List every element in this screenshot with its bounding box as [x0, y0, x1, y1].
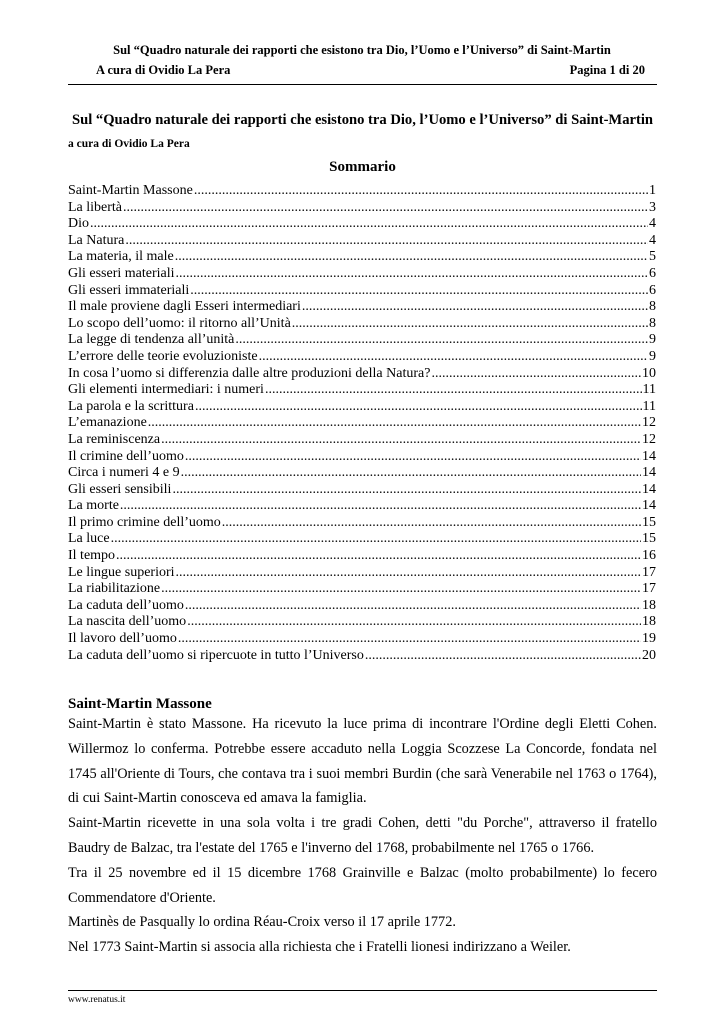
toc-entry-page: 6 — [649, 282, 656, 298]
toc-entry[interactable] — [68, 498, 656, 515]
toc-leader-dots — [265, 382, 642, 399]
toc-entry-page: 14 — [642, 498, 656, 514]
toc-entry-title: Gli esseri sensibili — [68, 481, 172, 497]
toc-leader-dots — [181, 465, 641, 482]
toc-leader-dots — [125, 233, 648, 250]
toc-entry[interactable] — [68, 565, 656, 582]
toc-entry-title: La legge di tendenza all’unità — [68, 332, 235, 348]
toc-entry-title: Gli esseri immateriali — [68, 282, 190, 298]
toc-entry-title: Il tempo — [68, 548, 116, 564]
toc-entry-title: Il primo crimine dell’uomo — [68, 514, 221, 530]
toc-entry-title: Lo scopo dell’uomo: il ritorno all’Unità — [68, 315, 291, 331]
toc-entry-page: 6 — [649, 265, 656, 281]
toc-entry-title: Circa i numeri 4 e 9 — [68, 465, 180, 481]
toc-entry-title: L’emanazione — [68, 415, 147, 431]
toc-entry[interactable] — [68, 548, 656, 565]
toc-entry[interactable] — [68, 332, 656, 349]
body-paragraph: Saint-Martin ricevette in una sola volta i tre gradi Cohen, detti "du Porche", attraverso il fratello Baudry de Balzac, tra l'estate del 1765 e l'inverno del 1768, probabilmente nel 1765 o 1766. — [68, 815, 657, 856]
toc-leader-dots — [195, 399, 642, 416]
toc-entry-page: 12 — [642, 431, 656, 447]
toc-entry-page: 9 — [649, 332, 656, 348]
toc-entry-title: La luce — [68, 531, 110, 547]
toc-entry[interactable] — [68, 598, 656, 615]
toc-entry[interactable] — [68, 449, 656, 466]
toc-entry-title: La materia, il male — [68, 249, 174, 265]
document-title: Sul “Quadro naturale dei rapporti che esistono tra Dio, l’Uomo e l’Universo” di Saint-Martin — [71, 112, 654, 128]
toc-entry-title: Saint-Martin Massone — [68, 183, 193, 198]
toc-leader-dots — [302, 299, 648, 316]
running-header-title: Sul “Quadro naturale dei rapporti che esistono tra Dio, l’Uomo e l’Universo” di Saint-Martin — [113, 43, 611, 57]
toc-entry-page: 16 — [642, 548, 656, 564]
toc-entry-page: 8 — [649, 299, 656, 315]
toc-entry-page: 18 — [642, 597, 656, 613]
toc-leader-dots — [161, 581, 641, 598]
toc-entry-title: La nascita dell’uomo — [68, 614, 187, 630]
toc-entry-title: Il male proviene dagli Esseri intermediari — [68, 299, 301, 315]
toc-heading: Sommario — [329, 159, 396, 175]
toc-entry-page: 15 — [642, 531, 656, 547]
toc-entry-title: La caduta dell’uomo si ripercuote in tutto l’Universo — [68, 647, 364, 663]
toc-leader-dots — [194, 183, 648, 200]
toc-entry[interactable] — [68, 515, 656, 532]
toc-entry[interactable] — [68, 349, 656, 366]
toc-entry[interactable] — [68, 531, 656, 548]
toc-leader-dots — [259, 349, 648, 366]
body-paragraph: Saint-Martin è stato Massone. Ha ricevuto la luce prima di incontrare l'Ordine degli Eletti Cohen. Willermoz lo conferma. Potrebbe essere accaduto nella Loggia Scozzese La Concorde, fondata nel 1745 all'Oriente di Tours, che contava tra i suoi membri Burdin (che sarà Venerabile nel 1763 o 1764), di cui Saint-Martin conosceva ed amava la famiglia. — [68, 716, 657, 807]
document-curator: a cura di Ovidio La Pera — [68, 138, 190, 150]
toc-entry-title: Gli esseri materiali — [68, 265, 175, 281]
toc-entry-title: Le lingue superiori — [68, 564, 175, 580]
body-paragraph: Nel 1773 Saint-Martin si associa alla richiesta che i Fratelli lionesi indirizzano a Weiler. — [68, 939, 571, 956]
toc-entry[interactable] — [68, 366, 656, 383]
toc-entry-page: 18 — [642, 614, 656, 630]
header-divider — [68, 84, 657, 85]
toc-entry[interactable] — [68, 283, 656, 300]
running-header-curator: A cura di Ovidio La Pera — [96, 63, 231, 77]
toc-entry-title: La riabilitazione — [68, 581, 161, 597]
toc-leader-dots — [176, 565, 641, 582]
toc-entry-title: La libertà — [68, 199, 123, 215]
toc-entry-title: In cosa l’uomo si differenzia dalle altre produzioni della Natura? — [68, 365, 431, 381]
table-of-contents — [68, 183, 656, 664]
toc-leader-dots — [120, 498, 641, 515]
toc-entry-page: 14 — [642, 448, 656, 464]
toc-leader-dots — [148, 415, 641, 432]
toc-leader-dots — [172, 482, 641, 499]
toc-entry-page: 15 — [642, 514, 656, 530]
toc-leader-dots — [365, 648, 641, 665]
toc-entry[interactable] — [68, 200, 656, 217]
toc-entry[interactable] — [68, 648, 656, 665]
toc-entry[interactable] — [68, 183, 656, 200]
running-header-meta — [96, 63, 645, 77]
toc-entry[interactable] — [68, 415, 656, 432]
toc-entry[interactable] — [68, 299, 656, 316]
toc-leader-dots — [90, 216, 648, 233]
toc-entry[interactable] — [68, 233, 656, 250]
section-title: Saint-Martin Massone — [68, 696, 212, 712]
toc-entry[interactable] — [68, 249, 656, 266]
toc-entry[interactable] — [68, 399, 656, 416]
toc-entry-title: La Natura — [68, 232, 125, 248]
toc-entry-title: Dio — [68, 216, 89, 232]
toc-entry-page: 14 — [642, 465, 656, 481]
toc-entry[interactable] — [68, 465, 656, 482]
toc-entry[interactable] — [68, 216, 656, 233]
footer-url: www.renatus.it — [68, 995, 126, 1005]
toc-leader-dots — [185, 598, 641, 615]
toc-entry-page: 3 — [649, 199, 656, 215]
toc-entry-title: Gli elementi intermediari: i numeri — [68, 382, 264, 398]
toc-leader-dots — [185, 449, 641, 466]
toc-leader-dots — [292, 316, 648, 333]
footer-divider — [68, 990, 657, 991]
toc-leader-dots — [176, 266, 648, 283]
toc-leader-dots — [187, 614, 641, 631]
toc-entry-title: La caduta dell’uomo — [68, 597, 184, 613]
section-body — [68, 712, 657, 960]
toc-entry-page: 12 — [642, 415, 656, 431]
toc-entry-title: La reminiscenza — [68, 431, 161, 447]
toc-leader-dots — [111, 531, 641, 548]
toc-entry-title: L’errore delle teorie evoluzioniste — [68, 348, 258, 364]
toc-entry-title: Il lavoro dell’uomo — [68, 631, 177, 647]
toc-entry-page: 1 — [649, 183, 656, 198]
toc-leader-dots — [222, 515, 641, 532]
toc-entry-page: 20 — [642, 647, 656, 663]
toc-leader-dots — [178, 631, 641, 648]
toc-entry[interactable] — [68, 266, 656, 283]
toc-leader-dots — [123, 200, 648, 217]
toc-leader-dots — [190, 283, 648, 300]
toc-entry[interactable] — [68, 614, 656, 631]
toc-entry-page: 17 — [642, 564, 656, 580]
toc-entry-title: La morte — [68, 498, 119, 514]
toc-entry-page: 11 — [642, 398, 656, 414]
toc-entry[interactable] — [68, 631, 656, 648]
toc-entry[interactable] — [68, 432, 656, 449]
toc-entry[interactable] — [68, 581, 656, 598]
toc-entry-title: Il crimine dell’uomo — [68, 448, 184, 464]
toc-leader-dots — [235, 332, 648, 349]
toc-entry-page: 10 — [642, 365, 656, 381]
toc-leader-dots — [175, 249, 648, 266]
toc-entry-page: 14 — [642, 481, 656, 497]
body-paragraph: Tra il 25 novembre ed il 15 dicembre 1768 Grainville e Balzac (molto probabilmente) lo fecero Commendatore d'Oriente. — [68, 864, 657, 906]
toc-leader-dots — [116, 548, 641, 565]
toc-entry[interactable] — [68, 316, 656, 333]
toc-entry-page: 5 — [649, 249, 656, 265]
toc-entry-page: 8 — [649, 315, 656, 331]
toc-leader-dots — [161, 432, 641, 449]
toc-entry-title: La parola e la scrittura — [68, 398, 194, 414]
toc-entry[interactable] — [68, 482, 656, 499]
toc-entry[interactable] — [68, 382, 656, 399]
toc-entry-page: 4 — [649, 216, 656, 232]
page-number-label: Pagina 1 di 20 — [569, 63, 645, 77]
toc-entry-page: 17 — [642, 581, 656, 597]
toc-entry-page: 4 — [649, 232, 656, 248]
toc-entry-page: 19 — [642, 631, 656, 647]
toc-entry-page: 9 — [649, 348, 656, 364]
toc-leader-dots — [431, 366, 641, 383]
toc-entry-page: 11 — [642, 382, 656, 398]
body-paragraph: Martinès de Pasqually lo ordina Réau-Croix verso il 17 aprile 1772. — [68, 914, 456, 931]
